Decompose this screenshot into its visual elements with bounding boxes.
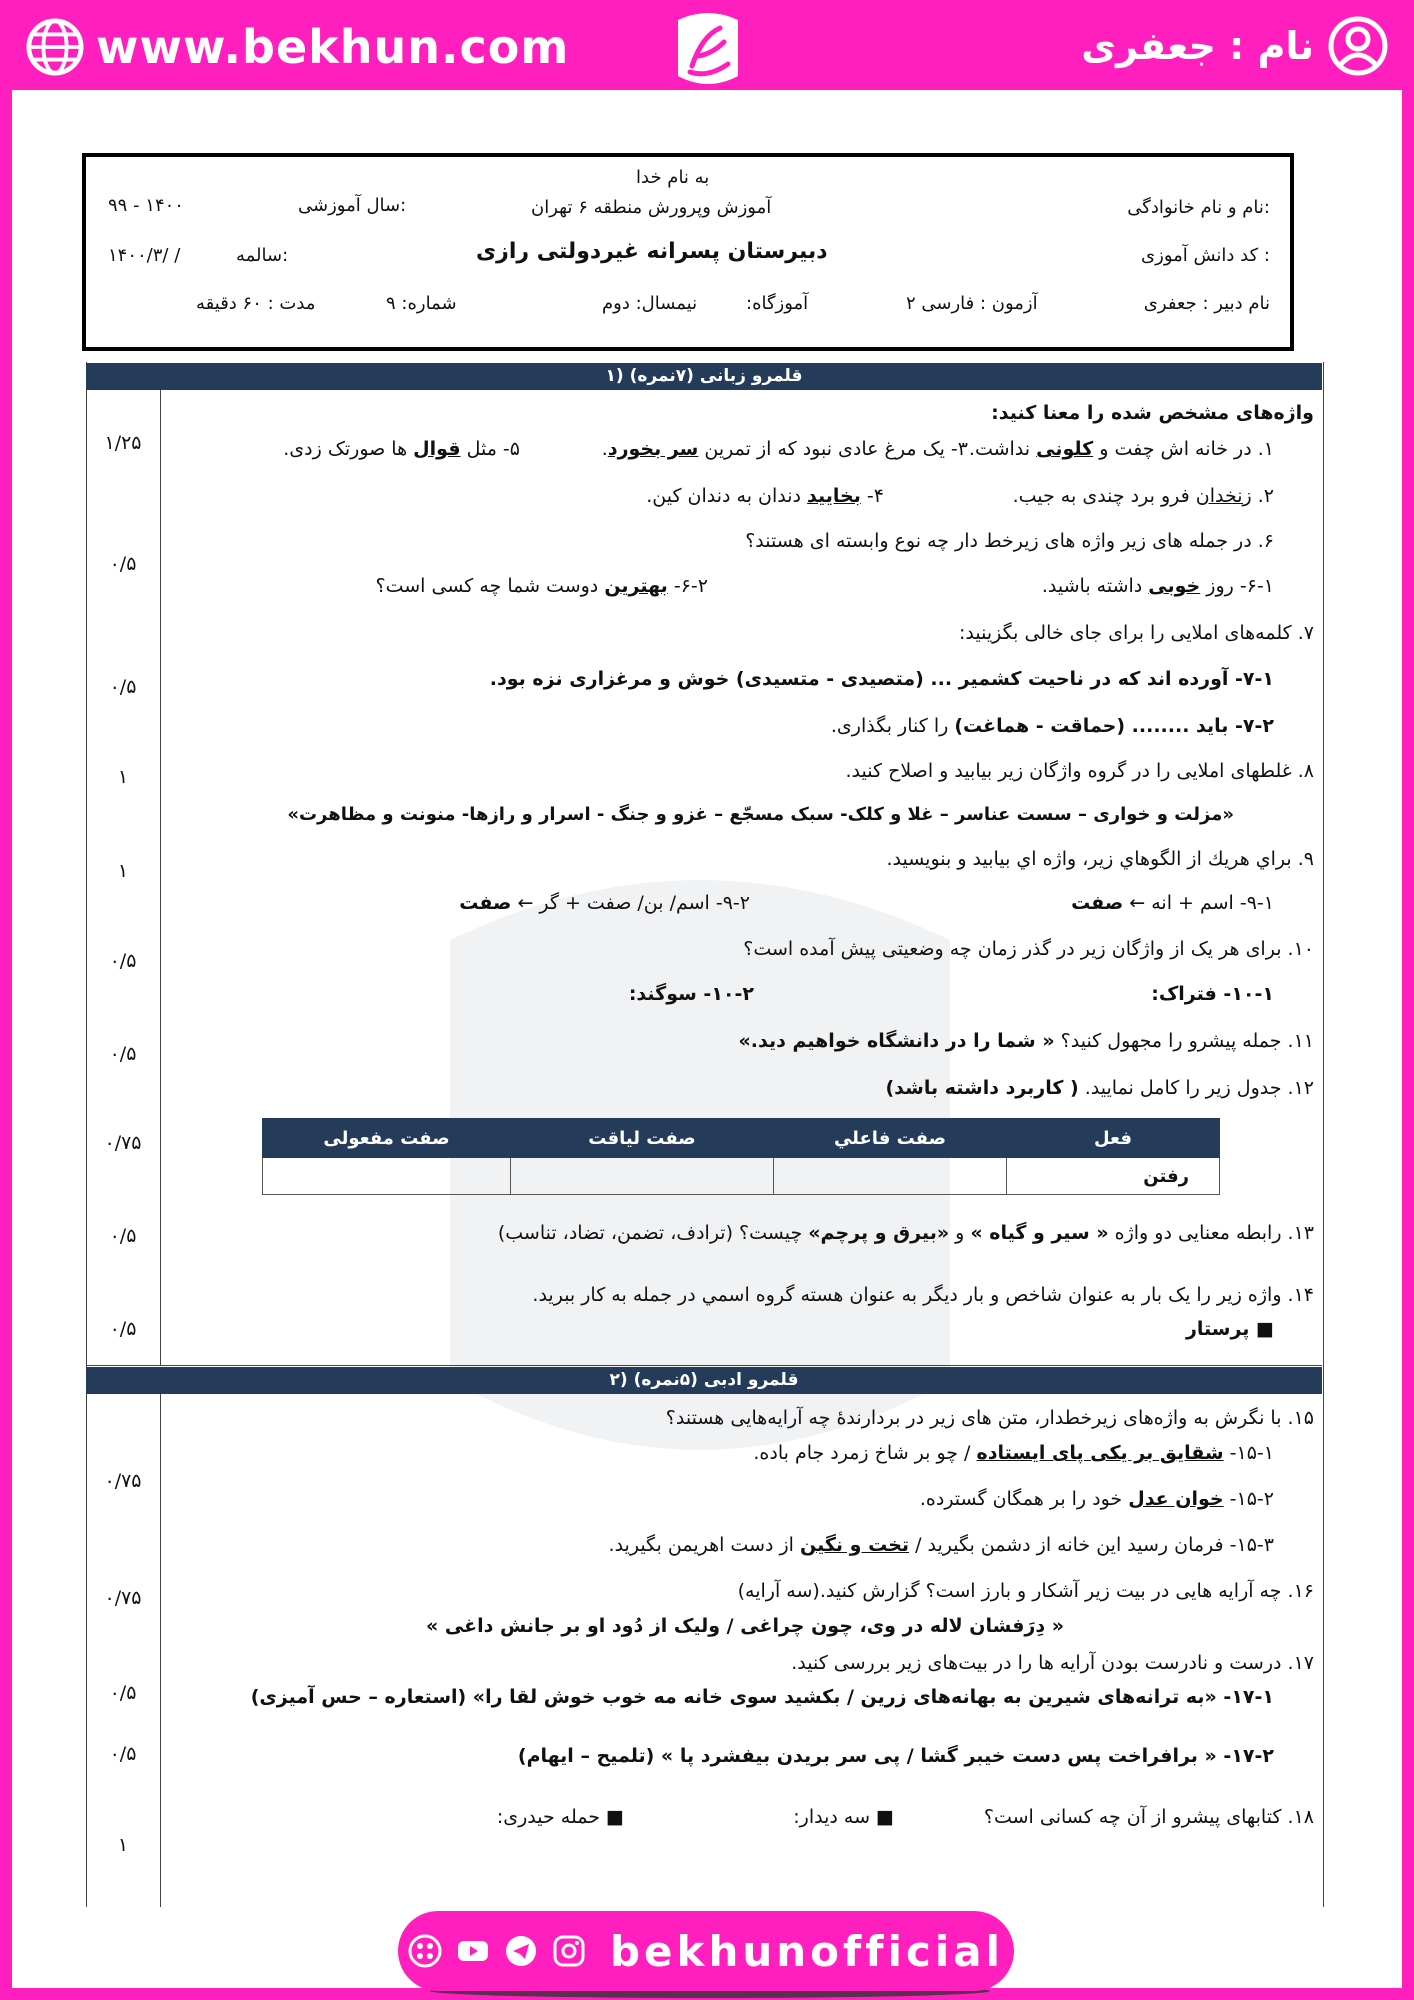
question-6-2: ۶-۲- بهترین دوست شما چه کسی است؟ bbox=[375, 575, 708, 597]
score: ۰/۵ bbox=[109, 950, 137, 972]
question-15: ۱۵. با نگرش به واژه‌های زیرخطدار، متن های زیر در بردارندهٔ چه آرایه‌هایی هستند؟ bbox=[665, 1407, 1314, 1429]
exam-number: شماره: ۹ bbox=[386, 293, 457, 314]
globe-icon bbox=[26, 18, 84, 76]
question-15-2: ۱۵-۲- خوان عدل خود را بر همگان گسترده. bbox=[919, 1488, 1274, 1510]
question-9-2: ۹-۲- اسم/ بن/ صفت + گر ← صفت bbox=[459, 892, 750, 914]
score: ۱ bbox=[117, 860, 129, 882]
question-10: ۱۰. برای هر یک از واژگان زیر در گذر زمان چه وضعیتی پیش آمده است؟ bbox=[743, 938, 1314, 960]
duration: مدت : ۶۰ دقیقه bbox=[196, 293, 316, 314]
school-title: دبیرستان پسرانه غیردولتی رازی bbox=[476, 239, 828, 264]
question-16-verse: « دِرَفشان لاله در وی، چون چراغی / ولیک از دُود او بر جانش داغی » bbox=[426, 1615, 1064, 1637]
question-18-b: ■ حمله حیدری: bbox=[496, 1806, 624, 1828]
question-4: ۴- بخایید دندان به دندان کین. bbox=[646, 485, 884, 507]
youtube-icon[interactable] bbox=[456, 1934, 490, 1968]
score: ۰/۵ bbox=[109, 676, 137, 698]
site-link[interactable] bbox=[26, 18, 569, 76]
score: ۰/۵ bbox=[109, 1225, 137, 1247]
question-1: ۱. در خانه اش چفت و کلونی نداشت. bbox=[968, 438, 1274, 460]
question-17-1: ۱۷-۱- «به ترانه‌های شیرین به بهانه‌های زرین / بکشید سوی خانه مه خوب خوش لقا را» (استعاره – حس آمیزی) bbox=[250, 1686, 1274, 1708]
question-8-words: «مزلت و خواری – سست عناسر – غلا و کلک- سبک مسجّع – غزو و جنگ - اسرار و رازها- منونت و مظاهرت» bbox=[287, 804, 1234, 825]
year-value: ۹۹ - ۱۴۰۰ bbox=[108, 195, 184, 216]
instagram-icon[interactable] bbox=[552, 1934, 586, 1968]
question-5: ۵- مثل قوال ها صورتک زدی. bbox=[283, 438, 520, 460]
top-bar bbox=[0, 0, 1414, 90]
score: ۰/۵ bbox=[109, 1682, 137, 1704]
score: ۰/۷۵ bbox=[104, 1470, 142, 1492]
question-2: ۲. زنخدان فرو برد چندی به جیب. bbox=[1012, 485, 1274, 507]
question-10-2: ۱۰-۲- سوگند: bbox=[628, 983, 754, 1005]
score-column-divider bbox=[160, 390, 161, 1365]
organization: آموزش وپرورش منطقه ۶ تهران bbox=[531, 197, 772, 218]
score: ۰/۷۵ bbox=[104, 1587, 142, 1609]
student-name: نام : جعفری bbox=[1081, 24, 1314, 68]
score-column-divider-2 bbox=[160, 1394, 161, 1907]
question-6-1: ۶-۱- روز خوبی داشته باشید. bbox=[1041, 575, 1274, 597]
name-label: نام و نام خانوادگی: bbox=[1127, 197, 1270, 218]
table-header: صفت فاعلي bbox=[774, 1119, 1007, 1158]
score: ۱ bbox=[117, 766, 129, 788]
bekhun-logo-icon bbox=[662, 6, 754, 92]
section1-title: ۱) قلمرو زبانی (۷نمره) bbox=[86, 363, 1322, 390]
year-label: سال آموزشی: bbox=[298, 195, 407, 216]
school-label: آموزگاه: bbox=[746, 293, 809, 314]
section2-title: ۲) قلمرو ادبی (۵نمره) bbox=[86, 1367, 1322, 1394]
question-9: ۹. براي هريك از الگوهاي زير، واژه اي بيابيد و بنويسيد. bbox=[886, 848, 1314, 870]
question-3: ۳- یک مرغ عادی نبود که از تمرین سر بخورد. bbox=[601, 438, 968, 460]
table-row bbox=[263, 1158, 1220, 1195]
question-14-word: ■ پرستار bbox=[1185, 1318, 1274, 1340]
question-18-a: ■ سه دیدار: bbox=[793, 1806, 894, 1828]
verb-table bbox=[262, 1118, 1220, 1195]
user-icon bbox=[1328, 16, 1388, 76]
question-17-2: ۱۷-۲- « برافراخت پس دست خیبر گشا / پی سر بریدن بیفشرد پا » (تلمیح – ایهام) bbox=[517, 1745, 1274, 1767]
question-8: ۸. غلطهای املایی را در گروه واژگان زیر بیابید و اصلاح کنید. bbox=[845, 760, 1314, 782]
question-16: ۱۶. چه آرایه هایی در بیت زیر آشکار و بارز است؟ گزارش کنید.(سه آرایه) bbox=[737, 1580, 1314, 1602]
question-15-1: ۱۵-۱- شقایق بر یکی پای ایستاده / چو بر شاخ زمرد جام باده. bbox=[753, 1442, 1274, 1464]
table-header: صفت مفعولی bbox=[263, 1119, 511, 1158]
question-13: ۱۳. رابطه معنایی دو واژه « سیر و گیاه » و «بیرق و پرچم» چیست؟ (ترادف، تضمن، تضاد، تناسب) bbox=[497, 1222, 1314, 1244]
social-handle: bekhunofficial bbox=[609, 1926, 1004, 1976]
table-cell-empty[interactable] bbox=[774, 1158, 1007, 1195]
section-divider bbox=[86, 1365, 1322, 1366]
social-bar[interactable] bbox=[398, 1911, 1014, 1991]
question-12: ۱۲. جدول زیر را کامل نمایید. ( کاربرد داشته باشد) bbox=[885, 1077, 1314, 1099]
bismillah: به نام خدا bbox=[636, 167, 710, 188]
table-cell-empty[interactable] bbox=[511, 1158, 774, 1195]
question-14: ۱۴. واژه زیر را یک بار به عنوان شاخص و بار دیگر به عنوان هسته گروه اسمي در جمله به کار ببريد. bbox=[532, 1284, 1314, 1306]
student-name-badge bbox=[1081, 16, 1388, 76]
question-7-1: ۷-۱- آورده اند که در ناحیت کشمیر ... (متصیدی - متسیدی) خوش و مرغزاری نزه بود. bbox=[489, 668, 1274, 690]
table-cell-empty[interactable] bbox=[263, 1158, 511, 1195]
question-9-1: ۹-۱- اسم + انه ← صفت bbox=[1071, 892, 1274, 914]
date-label: سالمه: bbox=[236, 245, 289, 266]
question-11: ۱۱. جمله پیشرو را مجهول کنید؟ « شما را در دانشگاه خواهیم دید.» bbox=[738, 1030, 1314, 1052]
telegram-icon[interactable] bbox=[504, 1934, 538, 1968]
teacher-name: نام دبیر : جعفری bbox=[1143, 293, 1270, 314]
question-7-2: ۷-۲- باید ........ (حماقت - هماغت) را کنار بگذاری. bbox=[830, 715, 1274, 737]
score: ۰/۵ bbox=[109, 1743, 137, 1765]
score: ۰/۵ bbox=[109, 553, 137, 575]
question-15-3: ۱۵-۳- فرمان رسید این خانه از دشمن بگیرید / تخت و نگین از دست اهریمن بگیرید. bbox=[608, 1534, 1274, 1556]
site-url: www.bekhun.com bbox=[96, 20, 570, 74]
exam-header bbox=[82, 153, 1294, 351]
table-cell: رفتن bbox=[1007, 1158, 1220, 1195]
question-17: ۱۷. درست و نادرست بودن آرایه ها را در بیت‌های زیر بررسی کنید. bbox=[791, 1652, 1314, 1674]
question-7: ۷. کلمه‌های املایی را برای جای خالی بگزینید: bbox=[959, 622, 1314, 644]
score: ۰/۵ bbox=[109, 1318, 137, 1340]
score: ۰/۵ bbox=[109, 1043, 137, 1065]
question-6: ۶. در جمله های زیر واژه های زیرخط دار چه نوع وابسته ای هستند؟ bbox=[745, 530, 1274, 552]
date-value: ۱۴۰۰/۳/ / bbox=[108, 245, 181, 266]
term: نیمسال: دوم bbox=[602, 293, 698, 314]
score: ۱/۲۵ bbox=[104, 432, 142, 454]
aparat-icon[interactable] bbox=[408, 1934, 442, 1968]
score: ۰/۷۵ bbox=[104, 1132, 142, 1154]
exam-subject: آزمون : فارسی ۲ bbox=[906, 293, 1038, 314]
table-header: صفت لیاقت bbox=[511, 1119, 774, 1158]
table-header: فعل bbox=[1007, 1119, 1220, 1158]
question-10-1: ۱۰-۱- فتراک: bbox=[1151, 983, 1274, 1005]
q-intro: واژه‌های مشخص شده را معنا کنید: bbox=[991, 402, 1314, 424]
question-18: ۱۸. کتابهای پیشرو از آن چه کسانی است؟ bbox=[983, 1806, 1314, 1828]
student-code-label: کد دانش آموزی : bbox=[1141, 245, 1270, 266]
score: ۱ bbox=[117, 1834, 129, 1856]
